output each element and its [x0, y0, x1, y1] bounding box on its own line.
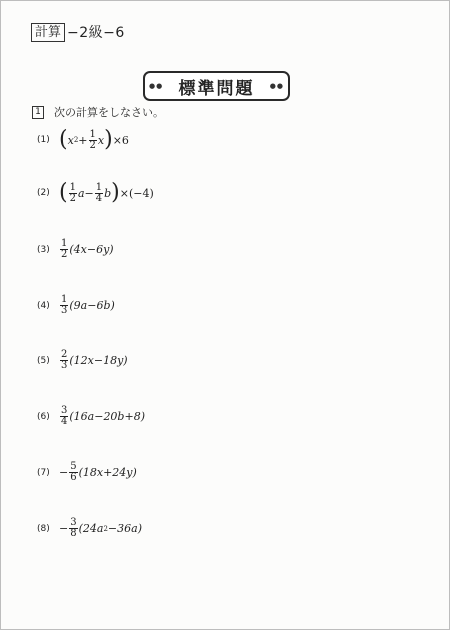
problem-expression [59, 239, 114, 260]
denominator: 2 [69, 192, 76, 204]
numerator: 1 [69, 181, 76, 193]
expression-tail: ×6 [112, 133, 129, 147]
expression-body: (16a−20b+8) [69, 410, 145, 423]
expression-body: (4x−6y) [69, 243, 114, 256]
problem-label: (5) [37, 355, 50, 366]
fraction [69, 183, 77, 204]
banner-dots-right: ●● [269, 82, 284, 90]
section-title: 標準問題 [178, 78, 255, 99]
numerator: 1 [95, 181, 103, 193]
problem-label: (6) [37, 411, 50, 422]
problem-3 [37, 239, 114, 260]
exponent: 2 [103, 524, 108, 533]
problem-label: (2) [37, 188, 50, 198]
numerator: 2 [61, 349, 68, 360]
denominator: 8 [70, 528, 77, 539]
problem-8 [37, 518, 142, 539]
var-b: b [104, 186, 112, 200]
numerator: 1 [61, 294, 68, 305]
denominator: 3 [61, 360, 68, 371]
fraction [95, 183, 103, 204]
instruction-text: 次の計算をしなさい。 [54, 106, 164, 119]
exponent: 2 [73, 136, 79, 144]
problem-1 [37, 129, 129, 151]
expression-body: (9a−6b) [69, 299, 115, 312]
problem-expression [59, 462, 137, 483]
negative-sign: − [59, 466, 69, 479]
problem-label: (8) [37, 523, 50, 534]
numerator: 1 [61, 238, 68, 249]
numerator: 5 [70, 461, 77, 472]
problem-expression: ( x 2 + $\frac{1}{2}$ x ) ×6 [59, 127, 129, 152]
problem-5 [37, 350, 128, 371]
denominator: 4 [95, 192, 103, 204]
expression-body: (18x+24y) [78, 466, 137, 479]
fraction [89, 130, 97, 151]
operator: + [78, 133, 88, 147]
problem-2 [37, 182, 154, 204]
problem-7 [37, 462, 137, 483]
level-label: −2級−6 [67, 25, 125, 41]
fraction [69, 518, 77, 539]
expression-tail: ×(−4) [119, 186, 154, 200]
section-banner [143, 71, 290, 101]
numerator: 1 [89, 128, 96, 140]
worksheet-header [31, 22, 125, 42]
numerator: 3 [61, 405, 68, 416]
problem-expression [59, 406, 145, 427]
problem-expression [59, 350, 128, 371]
problem-expression [59, 295, 115, 316]
var-a: a [77, 186, 85, 200]
fraction [60, 406, 68, 427]
problem-expression [59, 518, 142, 539]
problem-label: (7) [37, 467, 50, 478]
negative-sign: − [59, 522, 69, 535]
denominator: 4 [61, 416, 68, 427]
question-number: 1 [32, 106, 44, 119]
fraction [60, 350, 68, 371]
denominator: 2 [89, 139, 96, 151]
operator: − [84, 186, 94, 200]
category-box: 計算 [31, 23, 65, 42]
fraction [69, 462, 77, 483]
problem-label: (4) [37, 300, 50, 311]
problem-4 [37, 295, 115, 316]
denominator: 6 [70, 472, 77, 483]
fraction [60, 239, 68, 260]
expression-body: (24a [78, 522, 104, 535]
var-x: x [97, 133, 105, 147]
fraction [60, 295, 68, 316]
numerator: 3 [70, 517, 77, 528]
problem-6 [37, 406, 145, 427]
expression-body: −36a) [107, 522, 142, 535]
banner-dots-left: ●● [149, 82, 164, 90]
instruction [32, 104, 164, 120]
var-x: x [67, 133, 74, 147]
denominator: 3 [61, 305, 68, 316]
problem-expression: ( $\frac{1}{2}$ a − $\frac{1}{4}$ b ) ×(−4) [59, 180, 154, 205]
problem-label: (1) [37, 135, 50, 145]
problem-label: (3) [37, 244, 50, 255]
expression-body: (12x−18y) [69, 354, 128, 367]
denominator: 2 [61, 249, 68, 260]
